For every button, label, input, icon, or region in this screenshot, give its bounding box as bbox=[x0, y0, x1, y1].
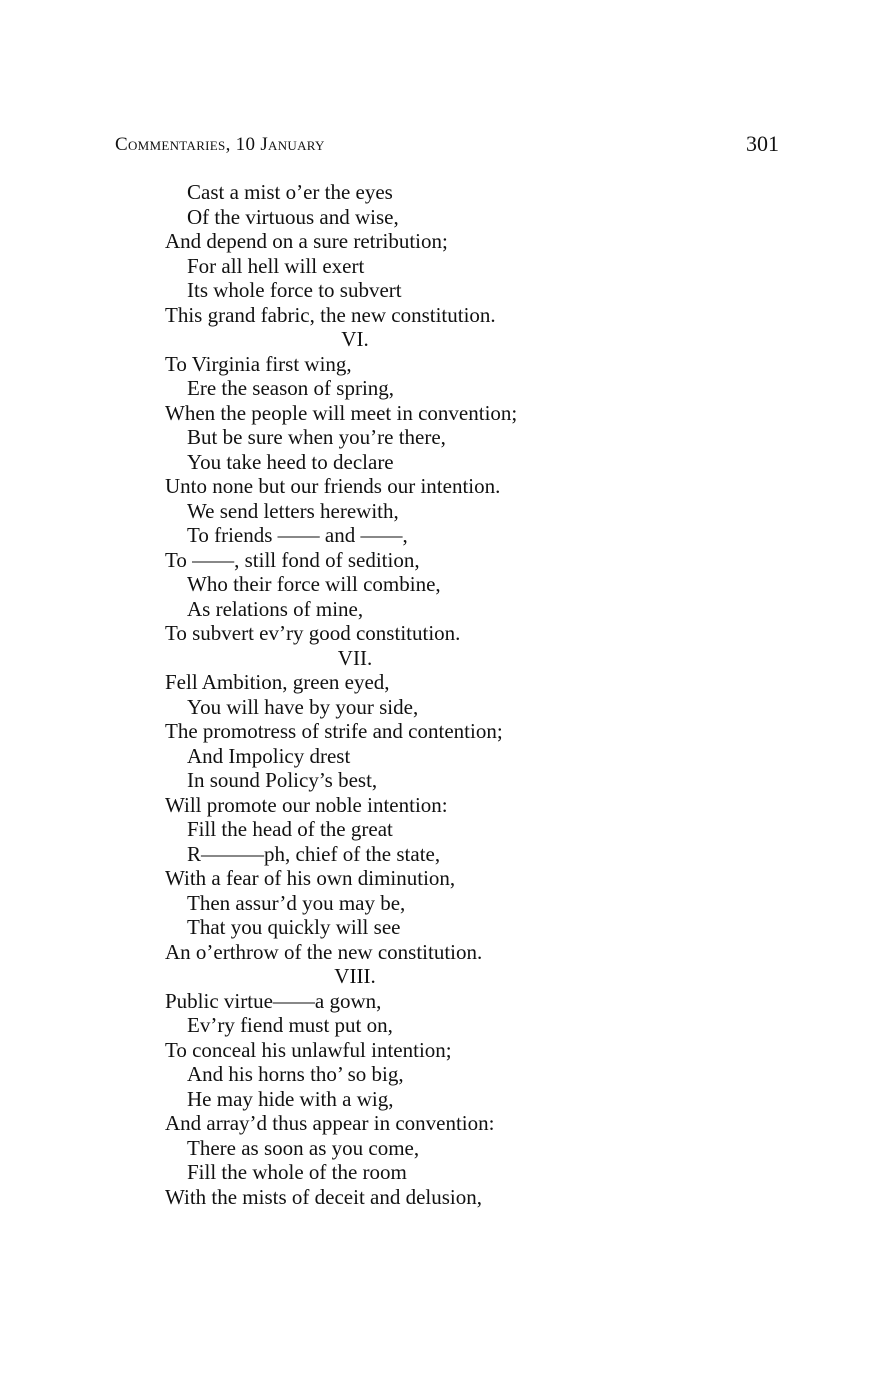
running-head-text: Commentaries, 10 January bbox=[115, 134, 325, 155]
poem-line: The promotress of strife and contention; bbox=[165, 719, 503, 743]
poem-line: This grand fabric, the new constitution. bbox=[165, 302, 496, 327]
poem-line: You will have by your side, bbox=[187, 694, 419, 719]
page-number: 301 bbox=[746, 131, 779, 156]
stanza-number: VI. bbox=[341, 327, 369, 351]
poem-line: Fell Ambition, green eyed, bbox=[165, 670, 390, 694]
poem-line: With a fear of his own diminution, bbox=[165, 866, 456, 890]
poem-line: Of the virtuous and wise, bbox=[187, 204, 399, 229]
poem-line: You take heed to declare bbox=[187, 449, 394, 474]
poem-line: Then assur’d you may be, bbox=[187, 890, 406, 915]
poem-body bbox=[165, 180, 725, 1209]
page-header bbox=[115, 131, 779, 160]
poem-line: Fill the whole of the room bbox=[187, 1160, 407, 1184]
poem-line: Unto none but our friends our intention. bbox=[165, 474, 501, 498]
poem-line: With the mists of deceit and delusion, bbox=[165, 1184, 483, 1209]
poem-line: As relations of mine, bbox=[187, 596, 364, 621]
poem-line: We send letters herewith, bbox=[187, 498, 399, 523]
poem-line: Cast a mist o’er the eyes bbox=[187, 180, 393, 204]
poem-line: Its whole force to subvert bbox=[187, 278, 402, 302]
poem-line: To conceal his unlawful intention; bbox=[165, 1037, 452, 1062]
poem-line: Fill the head of the great bbox=[187, 817, 393, 841]
poem-line: And array’d thus appear in convention: bbox=[165, 1111, 495, 1135]
poem-line: Will promote our noble intention: bbox=[165, 792, 448, 817]
poem-line: To subvert ev’ry good constitution. bbox=[165, 621, 461, 645]
poem-line: And depend on a sure retribution; bbox=[165, 229, 448, 253]
stanza-number: VIII. bbox=[334, 964, 376, 988]
poem-line: When the people will meet in convention; bbox=[165, 400, 518, 425]
poem-line: To Virginia first wing, bbox=[165, 351, 352, 376]
poem-line: Public virtue——a gown, bbox=[165, 988, 382, 1013]
stanza-number: VII. bbox=[337, 645, 373, 670]
poem-line: For all hell will exert bbox=[187, 253, 365, 278]
poem-line: But be sure when you’re there, bbox=[187, 425, 446, 449]
poem-line: And his horns tho’ so big, bbox=[187, 1062, 404, 1086]
poem-line: To ——, still fond of sedition, bbox=[165, 547, 420, 572]
poem-line: Who their force will combine, bbox=[187, 572, 441, 596]
poem-line: And Impolicy drest bbox=[187, 743, 351, 768]
poem-line: An o’erthrow of the new constitution. bbox=[165, 939, 483, 964]
poem-line: R———ph, chief of the state, bbox=[187, 841, 441, 866]
poem-line: That you quickly will see bbox=[187, 915, 401, 939]
poem-line: To friends —— and ——, bbox=[187, 523, 408, 547]
poem-line: Ev’ry fiend must put on, bbox=[187, 1013, 393, 1037]
poem-line: In sound Policy’s best, bbox=[187, 768, 378, 792]
running-head bbox=[115, 134, 325, 156]
poem-line: There as soon as you come, bbox=[187, 1135, 420, 1160]
poem-line: He may hide with a wig, bbox=[187, 1086, 394, 1111]
poem-line: Ere the season of spring, bbox=[187, 376, 395, 400]
